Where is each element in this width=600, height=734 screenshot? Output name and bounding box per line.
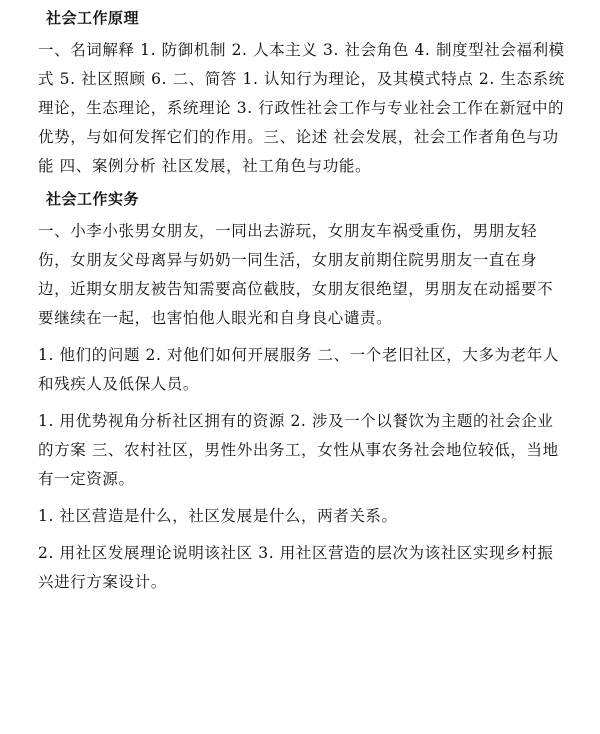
practice-paragraph-3: 1. 用优势视角分析社区拥有的资源 2. 涉及一个以餐饮为主题的社会企业的方案 三、农村社区，男性外出务工，女性从事农务社会地位较低，当地有一定资源。 xyxy=(38,412,559,488)
principles-paragraph: 一、名词解释 1. 防御机制 2. 人本主义 3. 社会角色 4. 制度型社会福利模式 5. 社区照顾 6. 二、简答 1. 认知行为理论，及其模式特点 2. 生态系统理论，生态理论，系统理论 3. 行政性社会工作与专业社会工作在新冠中的优势，与如何发挥它们的作用。三、论述 社会发展，社会工作者角色与功能 四、案例分析 社区发展，社工角色与功能。 xyxy=(38,41,565,175)
section-title-principles: 社会工作原理 xyxy=(46,9,140,27)
practice-paragraph-1: 一、小李小张男女朋友，一同出去游玩，女朋友车祸受重伤，男朋友轻伤，女朋友父母离异与奶奶一同生活，女朋友前期住院男朋友一直在身边，近期女朋友被告知需要高位截肢，女朋友很绝望，男朋友在动摇要不要继续在一起，也害怕他人眼光和自身良心谴责。 xyxy=(38,222,554,327)
section-title-practice: 社会工作实务 xyxy=(46,190,140,208)
practice-paragraph-5: 2. 用社区发展理论说明该社区 3. 用社区营造的层次为该社区实现乡村振兴进行方案设计。 xyxy=(38,544,554,591)
practice-paragraph-2: 1. 他们的问题 2. 对他们如何开展服务 二、一个老旧社区，大多为老年人和残疾人及低保人员。 xyxy=(38,346,559,393)
practice-paragraph-4: 1. 社区营造是什么，社区发展是什么，两者关系。 xyxy=(38,507,398,525)
document-body xyxy=(38,8,568,605)
